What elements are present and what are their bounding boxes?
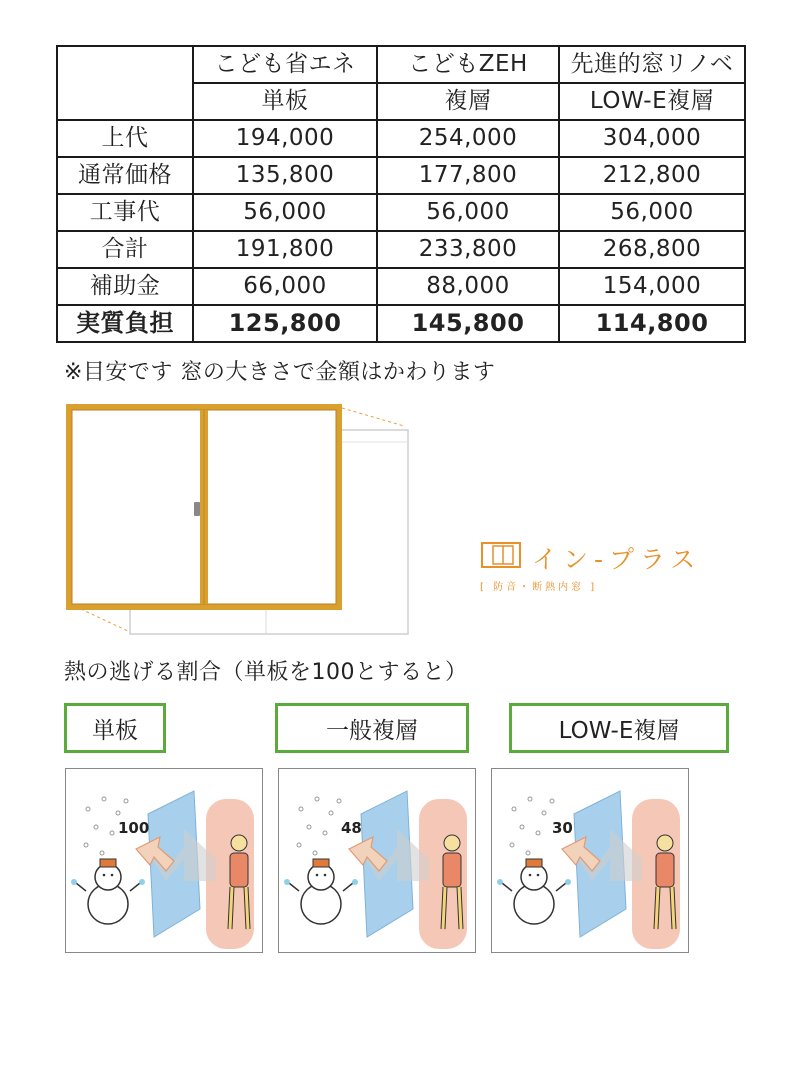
heat-panel-double [278,768,476,953]
table-cell: 233,800 [377,231,559,268]
brand-subtitle: [ 防音・断熱内窓 ] [480,582,598,593]
table-row [57,268,745,305]
table-cell: 212,800 [559,157,745,194]
heat-illustration [279,769,476,953]
heat-illustration [66,769,263,953]
table-cell: 56,000 [377,194,559,231]
header-cell: 先進的窓リノベ [559,46,745,83]
table-row [57,157,745,194]
table-cell: 194,000 [193,120,377,157]
table-cell: 66,000 [193,268,377,305]
row-label: 補助金 [57,268,193,305]
single-pane-tag: 単板 [64,703,166,753]
table-cell: 177,800 [377,157,559,194]
table-cell: 88,000 [377,268,559,305]
total-cell: 145,800 [377,305,559,342]
header-cell: こども省エネ [193,46,377,83]
table-cell: 135,800 [193,157,377,194]
table-header-row [57,46,745,83]
table-cell: 268,800 [559,231,745,268]
table-total-row [57,305,745,342]
table-cell: 254,000 [377,120,559,157]
table-row [57,194,745,231]
row-label: 工事代 [57,194,193,231]
window-logo-icon [480,540,524,570]
row-label: 合計 [57,231,193,268]
heat-value: 30 [552,819,573,837]
heat-illustration [492,769,689,953]
double-pane-tag: 一般複層 [275,703,469,753]
row-label: 実質負担 [57,305,193,342]
header-cell: こどもZEH [377,46,559,83]
table-cell: 304,000 [559,120,745,157]
total-cell: 125,800 [193,305,377,342]
table-corner-cell [57,46,193,120]
table-row [57,120,745,157]
subheader-cell: 単板 [193,83,377,120]
brand-name: イン-プラス [532,545,702,574]
table-cell: 191,800 [193,231,377,268]
heat-panel-single [65,768,263,953]
row-label: 通常価格 [57,157,193,194]
table-cell: 154,000 [559,268,745,305]
table-row [57,231,745,268]
heat-loss-title: 熱の逃げる割合（単板を100とすると） [64,660,468,685]
subheader-cell: LOW-E複層 [559,83,745,120]
price-comparison-table [56,45,746,343]
table-cell: 56,000 [559,194,745,231]
subheader-cell: 複層 [377,83,559,120]
inner-window-illustration [66,404,416,639]
total-cell: 114,800 [559,305,745,342]
row-label: 上代 [57,120,193,157]
price-note: ※目安です 窓の大きさで金額はかわります [64,360,496,385]
lowe-pane-tag: LOW-E複層 [509,703,729,753]
table-cell: 56,000 [193,194,377,231]
heat-value: 48 [341,819,362,837]
heat-value: 100 [118,819,150,837]
heat-panel-lowe [491,768,689,953]
